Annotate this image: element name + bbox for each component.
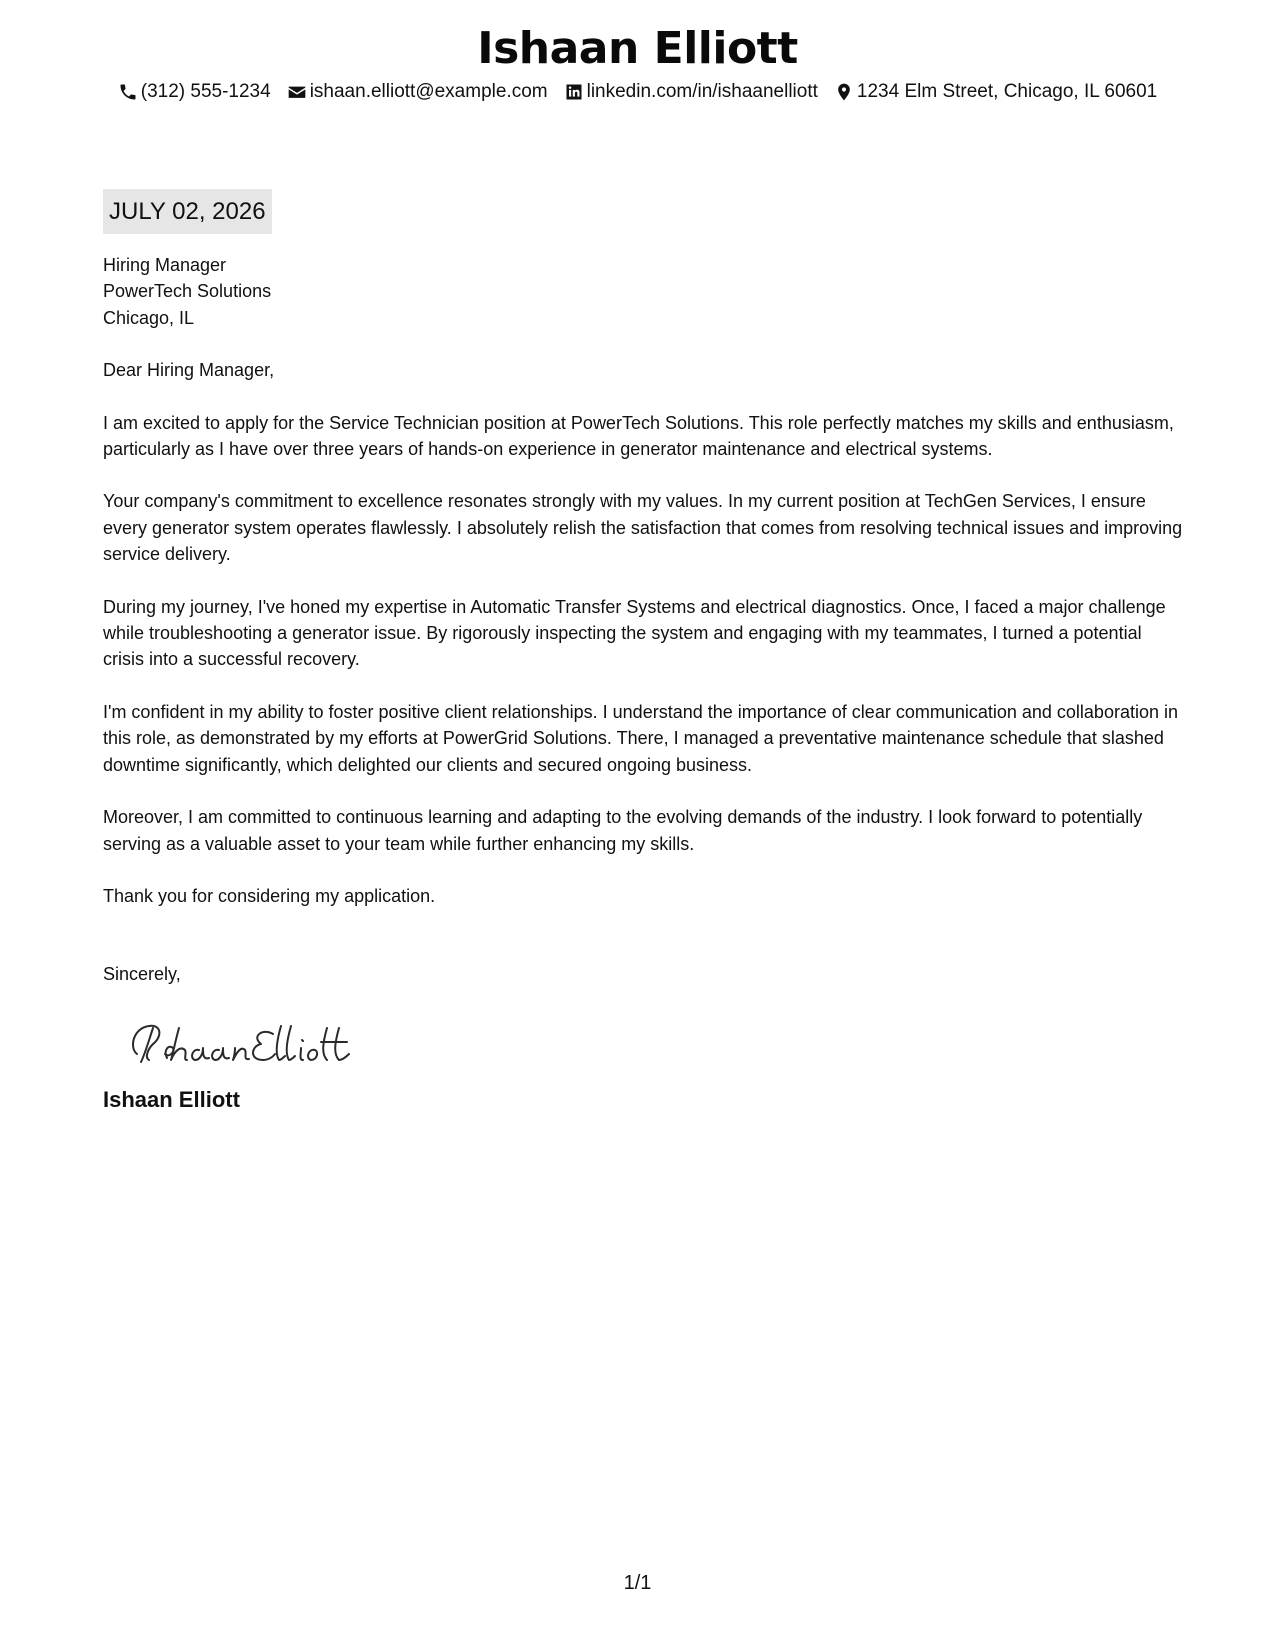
body-paragraph: I'm confident in my ability to foster positive client relationships. I understand the importance of clear communication and collaboration in this role, as demonstrated by my efforts at PowerGrid Solutions. There, I managed a preventative maintenance schedule that slashed downtime significantly, which delighted our clients and secured ongoing business. xyxy=(103,701,1178,775)
email-text: ishaan.elliott@example.com xyxy=(309,81,548,102)
contact-info-row xyxy=(0,78,1275,106)
letter-body xyxy=(103,252,1183,1116)
contact-address xyxy=(834,78,1157,106)
closing-thanks: Thank you for considering my application. xyxy=(103,885,436,906)
handwritten-signature xyxy=(123,1014,1183,1074)
phone-icon xyxy=(118,82,138,102)
body-paragraph: I am excited to apply for the Service Technician position at PowerTech Solutions. This role perfectly matches my skills and enthusiasm, particularly as I have over three years of hands-on experience in generator maintenance and electrical systems. xyxy=(103,412,1174,460)
salutation: Dear Hiring Manager, xyxy=(103,360,275,381)
body-paragraph: Your company's commitment to excellence resonates strongly with my values. In my current position at TechGen Services, I ensure every generator system operates flawlessly. I absolutely relish the satisfaction that comes from resolving technical issues and improving service delivery. xyxy=(103,491,1183,565)
page-number: 1/1 xyxy=(623,1572,652,1594)
phone-text: (312) 555-1234 xyxy=(140,81,271,102)
body-paragraph: During my journey, I've honed my expertise in Automatic Transfer Systems and electrical diagnostics. Once, I faced a major challenge while troubleshooting a generator issue. By rigorously inspecting the system and engaging with my teammates, I turned a potential crisis into a successful recovery. xyxy=(103,596,1166,670)
address-text: 1234 Elm Street, Chicago, IL 60601 xyxy=(856,81,1158,102)
recipient-location: Chicago, IL xyxy=(103,307,195,328)
closing-salutation: Sincerely, xyxy=(103,964,181,985)
signature-graphic xyxy=(123,1014,353,1074)
recipient-block xyxy=(103,252,1183,331)
linkedin-text: linkedin.com/in/ishaanelliott xyxy=(586,81,818,102)
recipient-company: PowerTech Solutions xyxy=(103,281,272,302)
linkedin-icon xyxy=(564,82,584,102)
envelope-icon xyxy=(287,82,307,102)
map-marker-icon xyxy=(834,82,854,102)
contact-phone xyxy=(118,78,271,106)
letter-date: JULY 02, 2026 xyxy=(103,189,272,234)
recipient-title: Hiring Manager xyxy=(103,255,227,275)
body-paragraph: Moreover, I am committed to continuous learning and adapting to the evolving demands of the industry. I look forward to potentially serving as a valuable asset to your team while further enhancing my skills. xyxy=(103,807,1143,854)
applicant-name-heading: Ishaan Elliott xyxy=(477,23,798,74)
contact-email xyxy=(287,78,548,106)
contact-linkedin xyxy=(564,78,818,106)
signed-name: Ishaan Elliott xyxy=(103,1086,240,1112)
